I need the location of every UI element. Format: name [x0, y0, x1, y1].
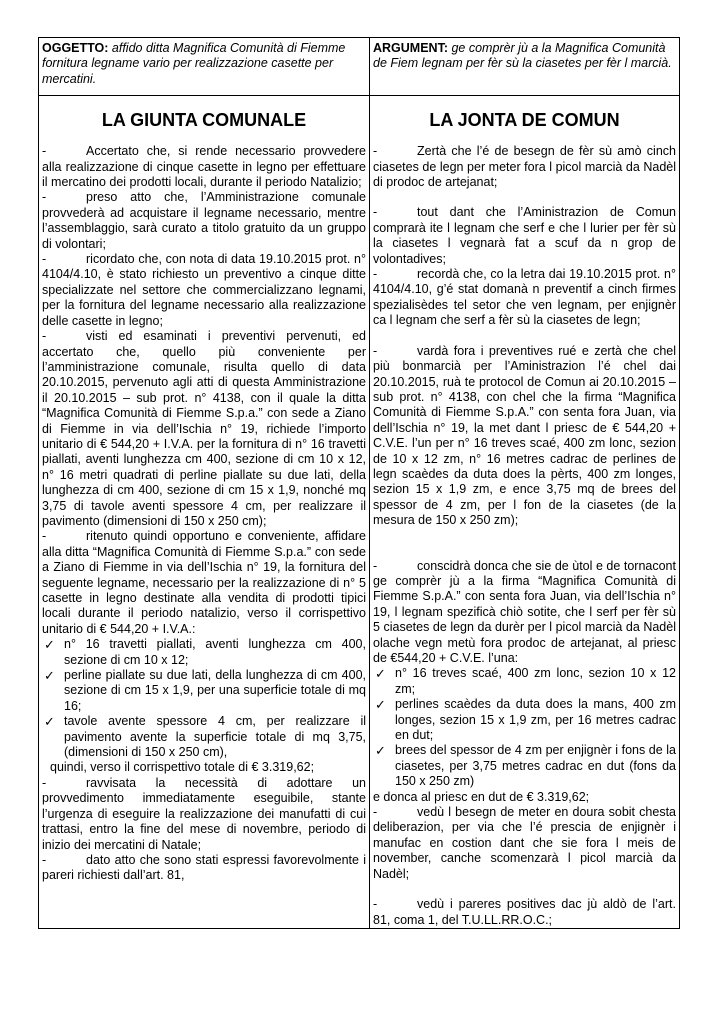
list-item — [42, 637, 366, 668]
paragraph-text: ritenuto quindi opportuno e conveniente, affidare alla ditta “Magnifica Comunità di Fiemme S.p.a.” con sede a Ziano di Fiemme in via dell’Ischia n° 19, la fornitura del seguente legname, necessario per la realizzazione di n° 5 casette in legno destinate alla vendita di prodotti tipici locali durante il periodo natalizio, verso il corrispettivo unitario di € 544,20 + I.V.A.: — [42, 529, 366, 636]
italian-column — [39, 96, 370, 929]
list-item-text: tavole avente spessore 4 cm, per realizzare il pavimento avente la superficie totale di mq 3,75, (dimensioni di 150 x 250 cm), — [64, 714, 366, 760]
ladin-total: e donca al priesc en dut de € 3.319,62; — [373, 789, 590, 804]
ladin-subject — [373, 41, 676, 80]
bullet-dash: - — [42, 190, 47, 205]
list-item — [42, 668, 366, 714]
paragraph-text: Zertà che l’é de besegn de fèr sù amò cinch ciasetes de legn per meter fora l picol marcià da Nadèl di prodoc de artejanat; — [373, 144, 676, 190]
paragraph-text: vedù l besegn de meter en doura sobit chesta deliberazion, per via che l’é prescia de enjignèr i manufac en costion dant che sie fora l meis de november, canche scomenzarà l picol marcià da Nadèl; — [373, 805, 676, 881]
list-item — [42, 714, 366, 760]
paragraph-text: Accertato che, si rende necessario provvedere alla realizzazione di cinque casette in legno per effettuare il mercatino dei prodotti locali, durante il periodo Natalizio; — [42, 144, 366, 190]
checkmark-icon: ✓ — [44, 637, 55, 653]
italian-subject — [42, 41, 366, 95]
bullet-dash: - — [42, 529, 47, 544]
italian-paragraph — [42, 190, 366, 252]
list-item-text: perlines scaèdes da duta does la mans, 400 zm longes, sezion 15 x 1,9 zm, per 16 metres cadrac en dut; — [395, 697, 676, 743]
list-item-text: brees del spessor de 4 zm per enjignèr i fons de la ciasetes, per 3,75 metres cadrac en dut (fons da 150 x 250 zm) — [395, 743, 676, 789]
list-item-text: perline piallate su due lati, della lunghezza di cm 400, sezione di cm 15 x 1,9, per una superficie totale di mq 16; — [64, 668, 366, 713]
checkmark-icon: ✓ — [44, 714, 55, 730]
bullet-dash: - — [42, 852, 47, 867]
ladin-paragraph — [373, 344, 676, 529]
bullet-dash: - — [373, 897, 378, 912]
bullet-dash: - — [373, 805, 378, 820]
bullet-dash: - — [373, 343, 378, 358]
document-page — [38, 37, 680, 929]
subject-label: OGGETTO: — [42, 41, 109, 55]
bullet-dash: - — [373, 267, 378, 282]
bullet-dash: - — [42, 252, 47, 267]
paragraph-text: tout dant che l’Aministrazion de Comun comprarà ite l legnam che serf e che l lurier per fèr sù la ciasetes l vegnarà fat a scuf da n grop de volontadives; — [373, 205, 676, 266]
list-item — [373, 697, 676, 743]
italian-checklist — [42, 637, 366, 760]
bullet-dash: - — [42, 775, 47, 790]
italian-paragraph — [42, 329, 366, 529]
paragraph-text: recordà che, co la letra dai 19.10.2015 prot. n° 4104/4.10, g’é stat domanà n preventif a cinch firmes spezialisèdes tel setor che ven legnam, per enjignèr ca l legnam che serf a fèr sù la ciasetes de legn; — [373, 267, 676, 328]
ladin-checklist — [373, 666, 676, 789]
paragraph-text: conscidrà donca che sie de ùtol e de tornacont ge comprèr jù a la firma “Magnifica Comunità di Fiemme S.p.A.” con senta fora Juan, via dell’Ischia n° 19, l legnam spezificà chiò sotite, che l serf per fèr sù 5 ciasetes de legn da durèr per l picol marcià da Nadèl olache vegn metù fora prodoc de artejanat, al priesc de €544,20 + C.V.E. l’una: — [373, 558, 676, 665]
ladin-paragraph — [373, 559, 676, 667]
list-item-text: n° 16 treves scaé, 400 zm lonc, sezion 10 x 12 zm; — [395, 666, 676, 696]
italian-subject-cell — [39, 38, 370, 96]
subject-text: affido ditta Magnifica Comunità di Fiemme fornitura legname vario per realizzazione casette per mercatini. — [42, 41, 346, 86]
paragraph-text: dato atto che sono stati espressi favorevolmente i pareri richiesti dall’art. 81, — [42, 852, 366, 883]
subject-text: ge comprèr jù a la Magnifica Comunità de Fiem legnam per fèr sù la ciasetes per fèr l marcià. — [373, 41, 672, 71]
italian-paragraph — [42, 144, 366, 190]
italian-heading: LA GIUNTA COMUNALE — [101, 110, 307, 131]
ladin-column — [370, 96, 680, 929]
paragraph-text: preso atto che, l’Amministrazione comunale provvederà ad acquistare il legname necessario, mentre l’assemblaggio, sarà curato a titolo gratuito da un gruppo di volontari; — [42, 190, 366, 251]
paragraph-text: ricordato che, con nota di data 19.10.2015 prot. n° 4104/4.10, è stato richiesto un preventivo a cinque ditte specializzate nel settore che commercializzano legnami, per la fornitura del legname necessario alla realizzazione delle casette in legno; — [42, 252, 366, 328]
bullet-dash: - — [373, 144, 378, 159]
bullet-dash: - — [373, 558, 378, 573]
paragraph-text: visti ed esaminati i preventivi pervenuti, ed accertato che, quello più conveniente per l’amministrazione comunale, risulta quello di data 20.10.2015, pervenuto agli atti di questa Amministrazione il 20.10.2015 – sub prot. n° 4138, con il quale la ditta “Magnifica Comunità di Fiemme S.p.a.” con sede a Ziano di Fiemme in via dell’Ischia n° 19, richiede l’importo unitario di € 544,20 + I.V.A. per la fornitura di n° 16 travetti piallati, aventi lunghezza cm 400, sezione di cm 10 x 12, n° 16 metri quadrati di perline piallate su due lati, della lunghezza di cm 400, sezione di cm 15 x 1,9, nonché mq 3,75 di tavole aventi spessore 4 cm, per realizzare il pavimento (dimensioni di 150 x 250 cm); — [42, 329, 366, 528]
paragraph-text: vardà fora i preventives rué e zertà che chel più bonmarcià per l’Aministrazion l’é chel dai 20.10.2015, ruà te protocol de Comun ai 20.10.2015 – sub prot. n° 4138, con chel che la firma “Magnifica Comunità di Fiemme S.p.A.” con senta fora Juan, via dell’Ischia n° 19, la met dant l priesc de € 544,20 + C.V.E. l’un per n° 16 treves scaé, 400 zm lonc, sezion de 10 x 12 zm, n° 16 metres cadrac de perlines de legn scaèdes da duta does la pèrts, 400 zm longes, sezion 15 x 1,9 zm, e ence 3,75 mq de brees del spessor de 4 zm, per l fon de la ciasetes (de la mesura de 150 x 250 zm); — [373, 343, 676, 528]
ladin-subject-cell — [370, 38, 680, 96]
ladin-heading: LA JONTA DE COMUN — [429, 110, 620, 131]
ladin-paragraph — [373, 205, 676, 267]
subject-label: ARGUMENT: — [373, 41, 448, 55]
ladin-paragraph — [373, 267, 676, 329]
bilingual-table — [38, 37, 680, 929]
italian-paragraph — [42, 529, 366, 637]
list-item-text: n° 16 travetti piallati, aventi lunghezza cm 400, sezione di cm 10 x 12; — [64, 637, 366, 667]
checkmark-icon: ✓ — [375, 666, 386, 682]
paragraph-text: vedù i pareres positives dac jù aldò de l’art. 81, coma 1, del T.U.LL.RR.O.C.; — [373, 897, 676, 927]
bullet-dash: - — [373, 205, 378, 220]
italian-paragraph — [42, 776, 366, 853]
italian-paragraph — [42, 252, 366, 329]
list-item — [373, 666, 676, 697]
bullet-dash: - — [42, 144, 47, 159]
bullet-dash: - — [42, 329, 47, 344]
list-item — [373, 743, 676, 789]
checkmark-icon: ✓ — [375, 697, 386, 713]
checkmark-icon: ✓ — [44, 668, 55, 684]
italian-paragraph — [42, 853, 366, 884]
italian-total: quindi, verso il corrispettivo totale di € 3.319,62; — [50, 760, 315, 775]
ladin-paragraph — [373, 144, 676, 190]
ladin-paragraph — [373, 805, 676, 882]
paragraph-text: ravvisata la necessità di adottare un provvedimento immediatamente eseguibile, stante l’urgenza di eseguire la realizzazione dei manufatti di cui trattasi, entro la fine del mese di novembre, periodo di inizio dei mercatini di Natale; — [42, 775, 366, 852]
ladin-paragraph — [373, 897, 676, 928]
checkmark-icon: ✓ — [375, 743, 386, 759]
